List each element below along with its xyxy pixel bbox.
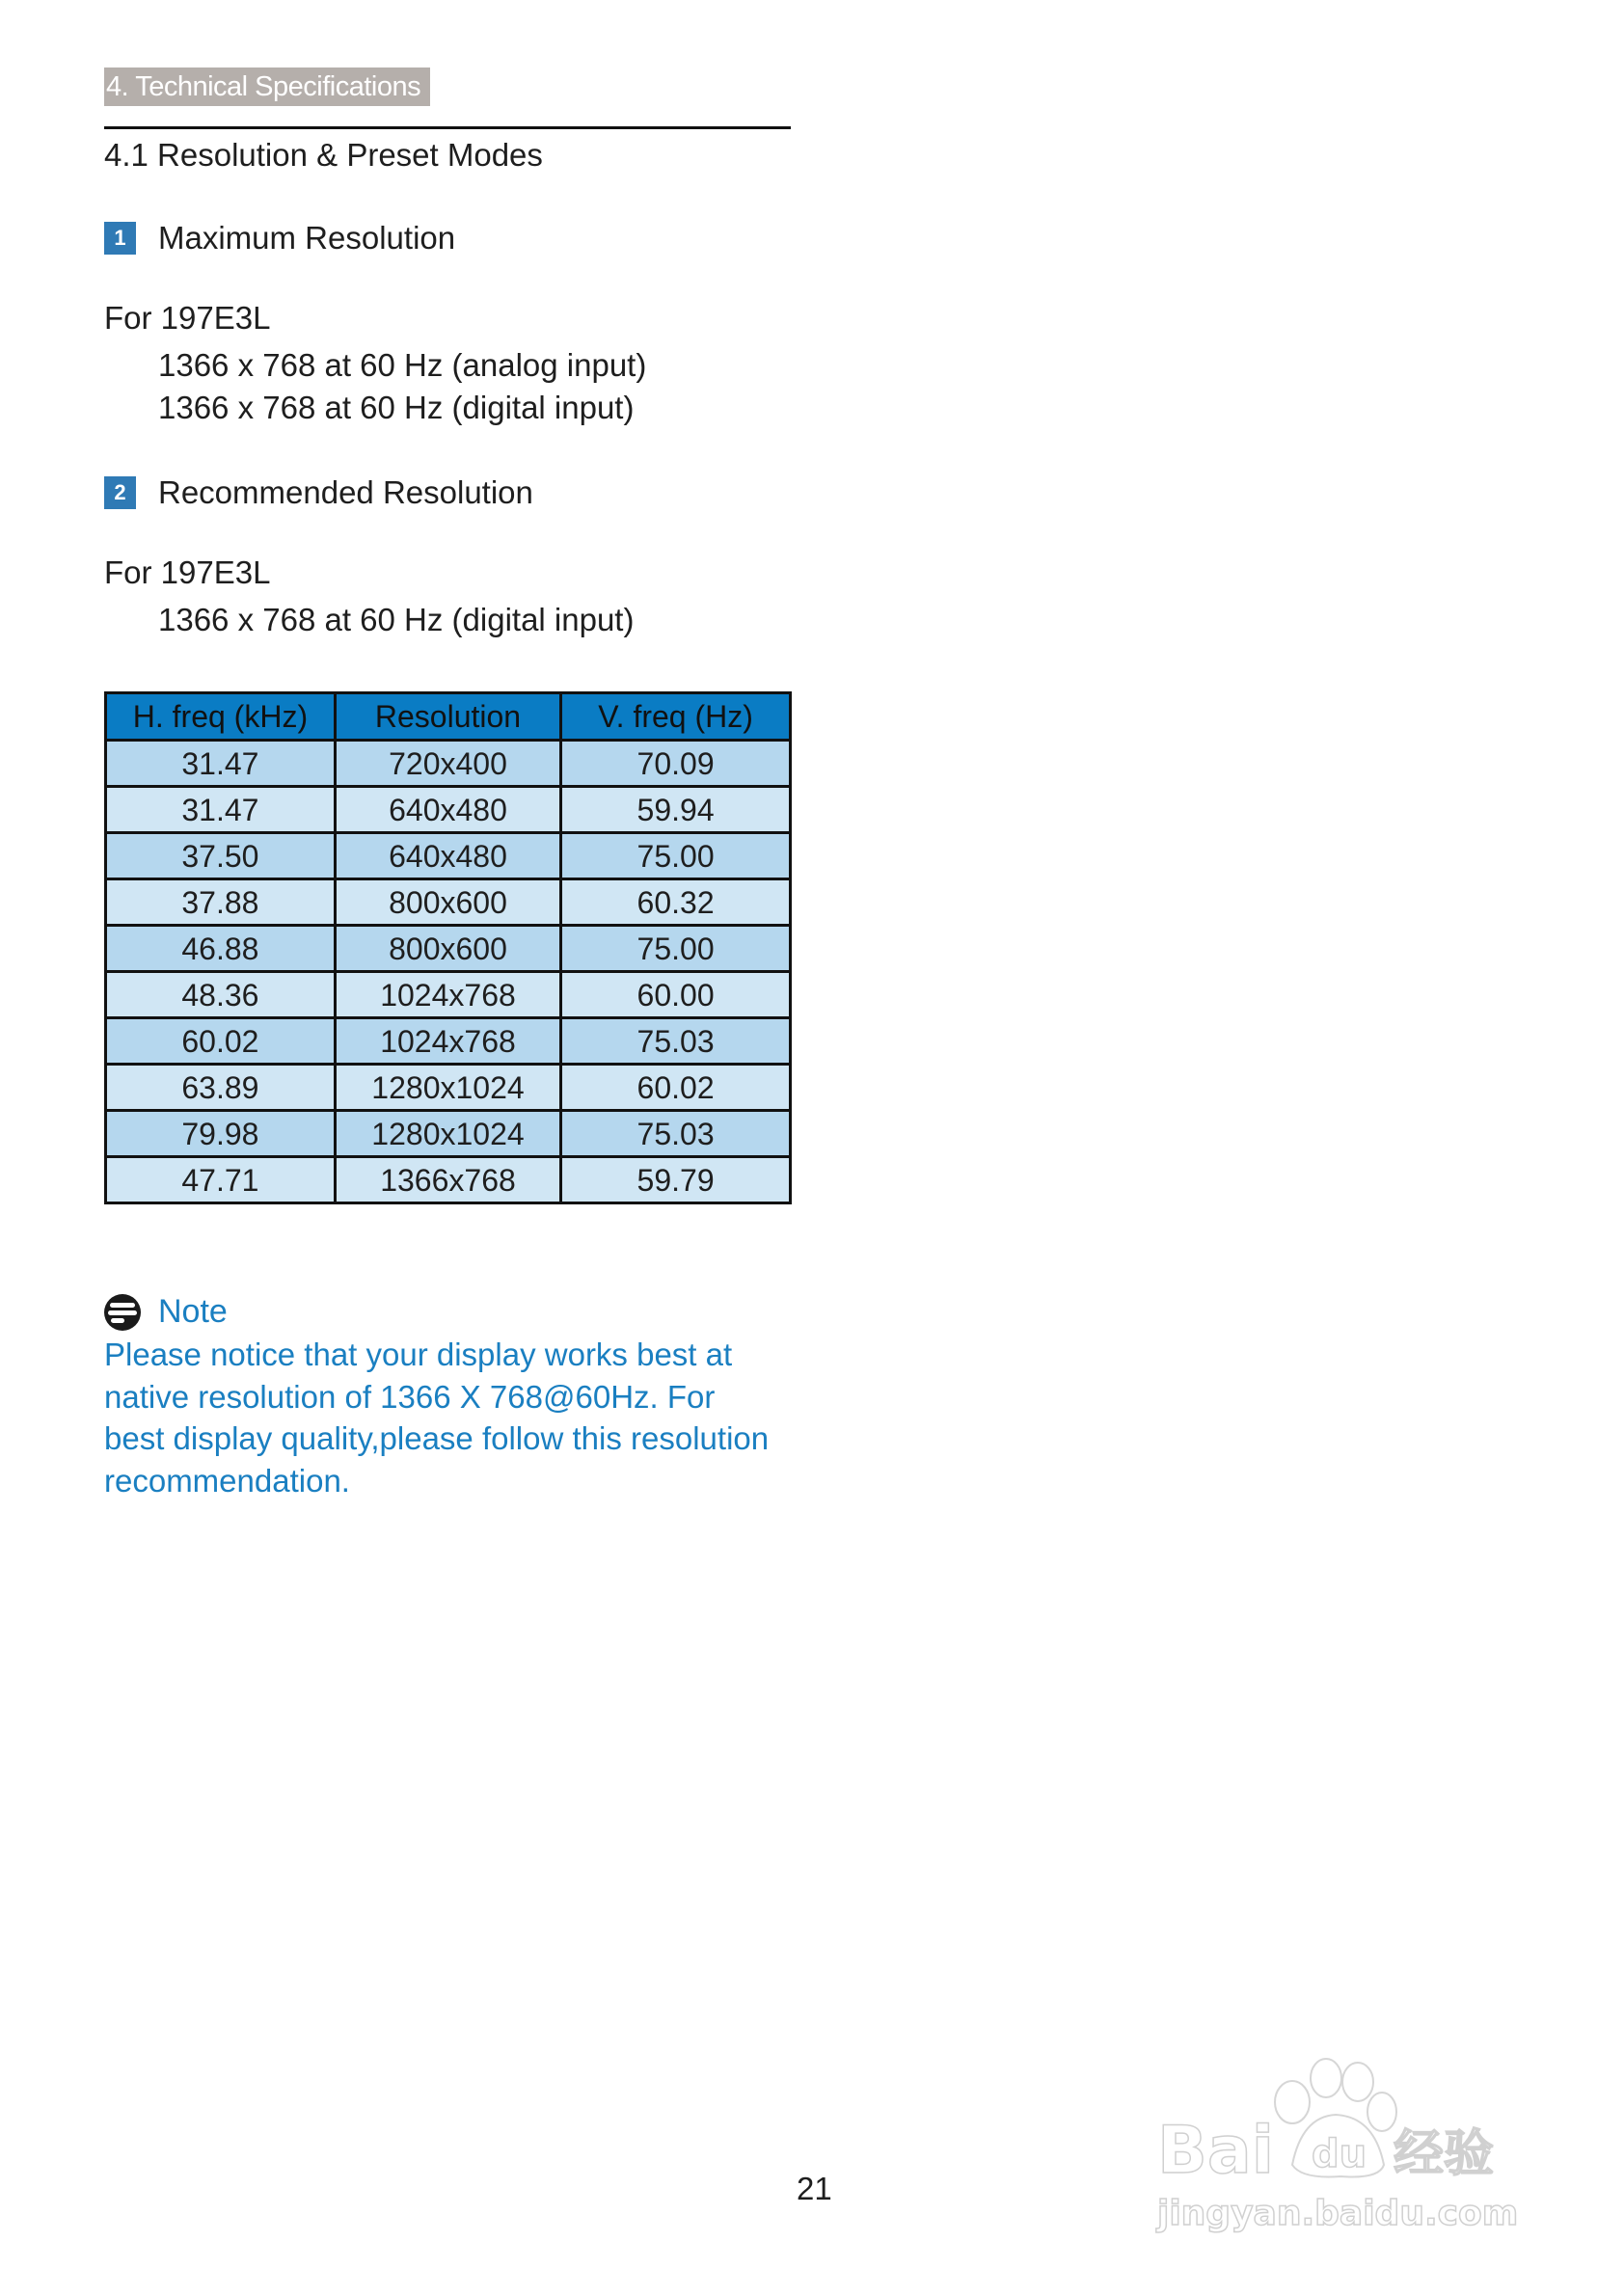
hfreq-cell: 37.88 <box>106 879 336 926</box>
step-badge-2: 2 <box>104 476 136 509</box>
hfreq-cell: 48.36 <box>106 972 336 1018</box>
table-row <box>106 1065 791 1111</box>
resolution-cell: 640x480 <box>335 833 560 879</box>
chapter-header: 4. Technical Specifications <box>104 68 430 106</box>
note-line: native resolution of 1366 X 768@60Hz. For <box>104 1378 716 1415</box>
baidu-watermark-logo <box>1148 2049 1533 2242</box>
step-badge-1: 1 <box>104 222 136 255</box>
max-resolution-heading: Maximum Resolution <box>158 220 456 256</box>
table-row <box>106 972 791 1018</box>
vfreq-cell: 75.03 <box>561 1111 791 1157</box>
recommended-model-label: For 197E3L <box>104 554 271 590</box>
note-line: Please notice that your display works best at <box>104 1337 733 1372</box>
vfreq-cell: 59.94 <box>561 787 791 833</box>
vfreq-cell: 60.02 <box>561 1065 791 1111</box>
hfreq-cell: 47.71 <box>106 1157 336 1203</box>
svg-text:du: du <box>1312 2132 1367 2176</box>
note-line: best display quality,please follow this resolution <box>104 1420 770 1456</box>
resolution-cell: 800x600 <box>335 926 560 972</box>
column-header-resolution: Resolution <box>335 693 560 741</box>
column-header-vfreq: V. freq (Hz) <box>561 693 791 741</box>
max-model-label: For 197E3L <box>104 300 271 336</box>
table-row <box>106 1018 791 1065</box>
vfreq-cell: 75.00 <box>561 926 791 972</box>
table-row <box>106 879 791 926</box>
resolution-cell: 1024x768 <box>335 972 560 1018</box>
note-body <box>104 1334 798 1501</box>
vfreq-cell: 70.09 <box>561 741 791 787</box>
preset-modes-table <box>104 691 792 1204</box>
resolution-cell: 1280x1024 <box>335 1065 560 1111</box>
resolution-cell: 800x600 <box>335 879 560 926</box>
section-divider <box>104 126 791 129</box>
vfreq-cell: 60.32 <box>561 879 791 926</box>
table-row <box>106 787 791 833</box>
note-icon <box>104 1294 141 1331</box>
column-header-hfreq: H. freq (kHz) <box>106 693 336 741</box>
max-resolution-line: 1366 x 768 at 60 Hz (analog input) <box>158 347 647 383</box>
hfreq-cell: 31.47 <box>106 741 336 787</box>
table-row <box>106 741 791 787</box>
svg-text:jingyan.baidu.com: jingyan.baidu.com <box>1157 2194 1519 2233</box>
recommended-resolution-line: 1366 x 768 at 60 Hz (digital input) <box>158 602 635 637</box>
svg-text:经验: 经验 <box>1394 2125 1495 2183</box>
resolution-cell: 1280x1024 <box>335 1111 560 1157</box>
vfreq-cell: 75.00 <box>561 833 791 879</box>
hfreq-cell: 79.98 <box>106 1111 336 1157</box>
max-resolution-line: 1366 x 768 at 60 Hz (digital input) <box>158 390 635 425</box>
vfreq-cell: 59.79 <box>561 1157 791 1203</box>
hfreq-cell: 37.50 <box>106 833 336 879</box>
table-row <box>106 833 791 879</box>
page-number: 21 <box>797 2171 832 2206</box>
resolution-cell: 1366x768 <box>335 1157 560 1203</box>
note-line: recommendation. <box>104 1462 350 1499</box>
table-row <box>106 926 791 972</box>
resolution-cell: 640x480 <box>335 787 560 833</box>
vfreq-cell: 75.03 <box>561 1018 791 1065</box>
recommended-resolution-heading: Recommended Resolution <box>158 474 533 510</box>
hfreq-cell: 31.47 <box>106 787 336 833</box>
table-row <box>106 1111 791 1157</box>
hfreq-cell: 63.89 <box>106 1065 336 1111</box>
resolution-cell: 1024x768 <box>335 1018 560 1065</box>
section-title: 4.1 Resolution & Preset Modes <box>104 137 543 173</box>
table-row <box>106 1157 791 1203</box>
resolution-cell: 720x400 <box>335 741 560 787</box>
table-header-row <box>106 693 791 741</box>
note-title: Note <box>158 1293 228 1330</box>
svg-text:Bai: Bai <box>1157 2113 1275 2189</box>
hfreq-cell: 46.88 <box>106 926 336 972</box>
vfreq-cell: 60.00 <box>561 972 791 1018</box>
hfreq-cell: 60.02 <box>106 1018 336 1065</box>
